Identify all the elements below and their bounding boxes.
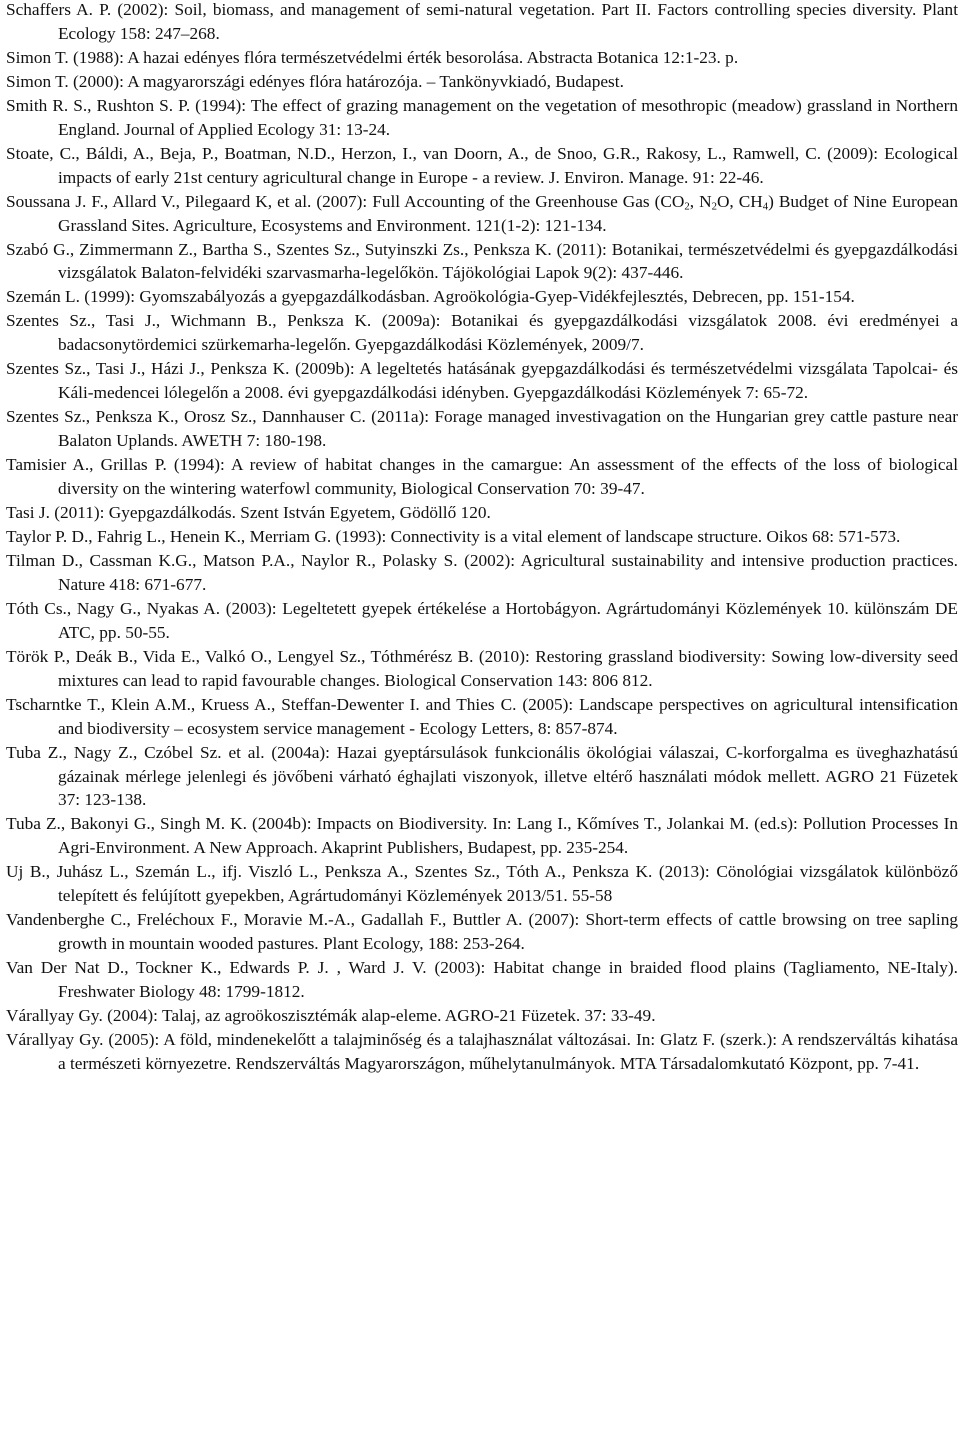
- reference-entry: Szemán L. (1999): Gyomszabályozás a gyepgazdálkodásban. Agroökológia-Gyep-Vidékfejlesztés, Debrecen, pp. 151-154.: [6, 287, 855, 307]
- reference-entry: Várallyay Gy. (2005): A föld, mindenekelőtt a talajminőség és a talajhasználat változásai. In: Glatz F. (szerk.): A rendszerváltás kihatása a természeti környezetre. Rendszerváltás Magyarországon, műhelytanulmányok. MTA Társadalomkutató Központ, pp. 7-41.: [6, 1029, 958, 1073]
- reference-entry: Szentes Sz., Tasi J., Wichmann B., Penksza K. (2009a): Botanikai és gyepgazdálkodási vizsgálatok 2008. évi eredményei a badacsonytördemici szürkemarha-legelőn. Gyepgazdálkodási Közlemények, 2009/7.: [6, 311, 958, 355]
- subscript: 2: [684, 200, 690, 213]
- reference-entry: Stoate, C., Báldi, A., Beja, P., Boatman, N.D., Herzon, I., van Doorn, A., de Snoo, G.R., Rakosy, L., Ramwell, C. (2009): Ecological impacts of early 21st century agricultural change in Europe - a review. J. Environ. Manage. 91: 22-46.: [6, 143, 958, 187]
- reference-entry: Tóth Cs., Nagy G., Nyakas A. (2003): Legeltetett gyepek értékelése a Hortobágyon. Agrártudományi Közlemények 10. különszám DE ATC, pp. 50-55.: [6, 598, 958, 642]
- reference-entry: Török P., Deák B., Vida E., Valkó O., Lengyel Sz., Tóthmérész B. (2010): Restoring grassland biodiversity: Sowing low-diversity seed mixtures can lead to rapid favourable changes. Biological Conservation 143: 806 812.: [6, 646, 958, 690]
- reference-entry: Szentes Sz., Tasi J., Házi J., Penksza K. (2009b): A legeltetés hatásának gyepgazdálkodási és természetvédelmi vizsgálata Tapolcai- és Káli-medencei lólegelőn a 2008. évi gyepgazdálkodási idényben. Gyepgazdálkodási Közlemények 7: 65-72.: [6, 359, 958, 403]
- reference-entry: Van Der Nat D., Tockner K., Edwards P. J. , Ward J. V. (2003): Habitat change in braided flood plains (Tagliamento, NE-Italy). Freshwater Biology 48: 1799-1812.: [6, 958, 958, 1002]
- reference-entry: Tuba Z., Nagy Z., Czóbel Sz. et al. (2004a): Hazai gyeptársulások funkcionális ökológiai válaszai, C-korforgalma es üveghazhatású gázainak mérlege jelenlegi és jövőbeni várható éghajlati viszonyok, illetve eltérő használati módok mellett. AGRO 21 Füzetek 37: 123-138.: [6, 742, 958, 810]
- reference-entry: Schaffers A. P. (2002): Soil, biomass, and management of semi-natural vegetation. Part II. Factors controlling species diversity. Plant Ecology 158: 247–268.: [6, 0, 958, 43]
- reference-entry: Tasi J. (2011): Gyepgazdálkodás. Szent István Egyetem, Gödöllő 120.: [6, 503, 491, 523]
- reference-entry: Smith R. S., Rushton S. P. (1994): The effect of grazing management on the vegetation of mesothropic (meadow) grassland in Northern England. Journal of Applied Ecology 31: 13-24.: [6, 95, 958, 139]
- reference-entry: Tilman D., Cassman K.G., Matson P.A., Naylor R., Polasky S. (2002): Agricultural sustainability and intensive production practices. Nature 418: 671-677.: [6, 550, 958, 594]
- reference-entry: Simon T. (1988): A hazai edényes flóra természetvédelmi érték besorolása. Abstracta Botanica 12:1-23. p.: [6, 47, 739, 67]
- reference-entry: Vandenberghe C., Freléchoux F., Moravie M.-A., Gadallah F., Buttler A. (2007): Short-term effects of cattle browsing on tree sapling growth in mountain wooded pastures. Plant Ecology, 188: 253-264.: [6, 910, 958, 954]
- reference-text-part: Soussana J. F., Allard V., Pilegaard K, et al. (2007): Full Accounting of the Greenhouse Gas (CO: [6, 191, 685, 211]
- subscript: 2: [711, 200, 717, 213]
- reference-list: [6, 0, 958, 1076]
- reference-entry: Simon T. (2000): A magyarországi edényes flóra határozója. – Tankönyvkiadó, Budapest.: [6, 71, 624, 91]
- reference-entry: Taylor P. D., Fahrig L., Henein K., Merriam G. (1993): Connectivity is a vital element of landscape structure. Oikos 68: 571-573.: [6, 526, 901, 546]
- reference-text-part: O, CH: [716, 191, 763, 211]
- reference-entry: Várallyay Gy. (2004): Talaj, az agroökoszisztémák alap-eleme. AGRO-21 Füzetek. 37: 33-49.: [6, 1006, 656, 1026]
- reference-entry: Tamisier A., Grillas P. (1994): A review of habitat changes in the camargue: An assessment of the effects of the loss of biological diversity on the wintering waterfowl community, Biological Conservation 70: 39-47.: [6, 455, 958, 499]
- reference-text-part: ) Budget of Nine European Grassland Sites. Agriculture, Ecosystems and Environment. 121(1-2): 121-134.: [58, 191, 958, 235]
- reference-entry: Uj B., Juhász L., Szemán L., ifj. Viszló L., Penksza A., Szentes Sz., Tóth A., Penksza K. (2013): Cönológiai vizsgálatok különböző telepített és felújított gyepekben, Agrártudományi Közlemények 2013/51. 55-58: [6, 862, 958, 906]
- reference-entry: Szentes Sz., Penksza K., Orosz Sz., Dannhauser C. (2011a): Forage managed investivagation on the Hungarian grey cattle pasture near Balaton Uplands. AWETH 7: 180-198.: [6, 407, 958, 451]
- reference-text-part: , N: [689, 191, 712, 211]
- reference-entry-with-subscripts: [6, 190, 958, 238]
- subscript: 4: [762, 200, 769, 213]
- reference-entry: Tscharntke T., Klein A.M., Kruess A., Steffan-Dewenter I. and Thies C. (2005): Landscape perspectives on agricultural intensification and biodiversity – ecosystem service management - Ecology Letters, 8: 857-874.: [6, 694, 958, 738]
- reference-entry: Szabó G., Zimmermann Z., Bartha S., Szentes Sz., Sutyinszki Zs., Penksza K. (2011): Botanikai, természetvédelmi és gyepgazdálkodási vizsgálatok Balaton-felvidéki szarvasmarha-legelőkön. Tájökológiai Lapok 9(2): 437-446.: [6, 239, 958, 283]
- reference-entry: Tuba Z., Bakonyi G., Singh M. K. (2004b): Impacts on Biodiversity. In: Lang I., Kőmíves T., Jolankai M. (ed.s): Pollution Processes In Agri-Environment. A New Approach. Akaprint Publishers, Budapest, pp. 235-254.: [6, 814, 958, 858]
